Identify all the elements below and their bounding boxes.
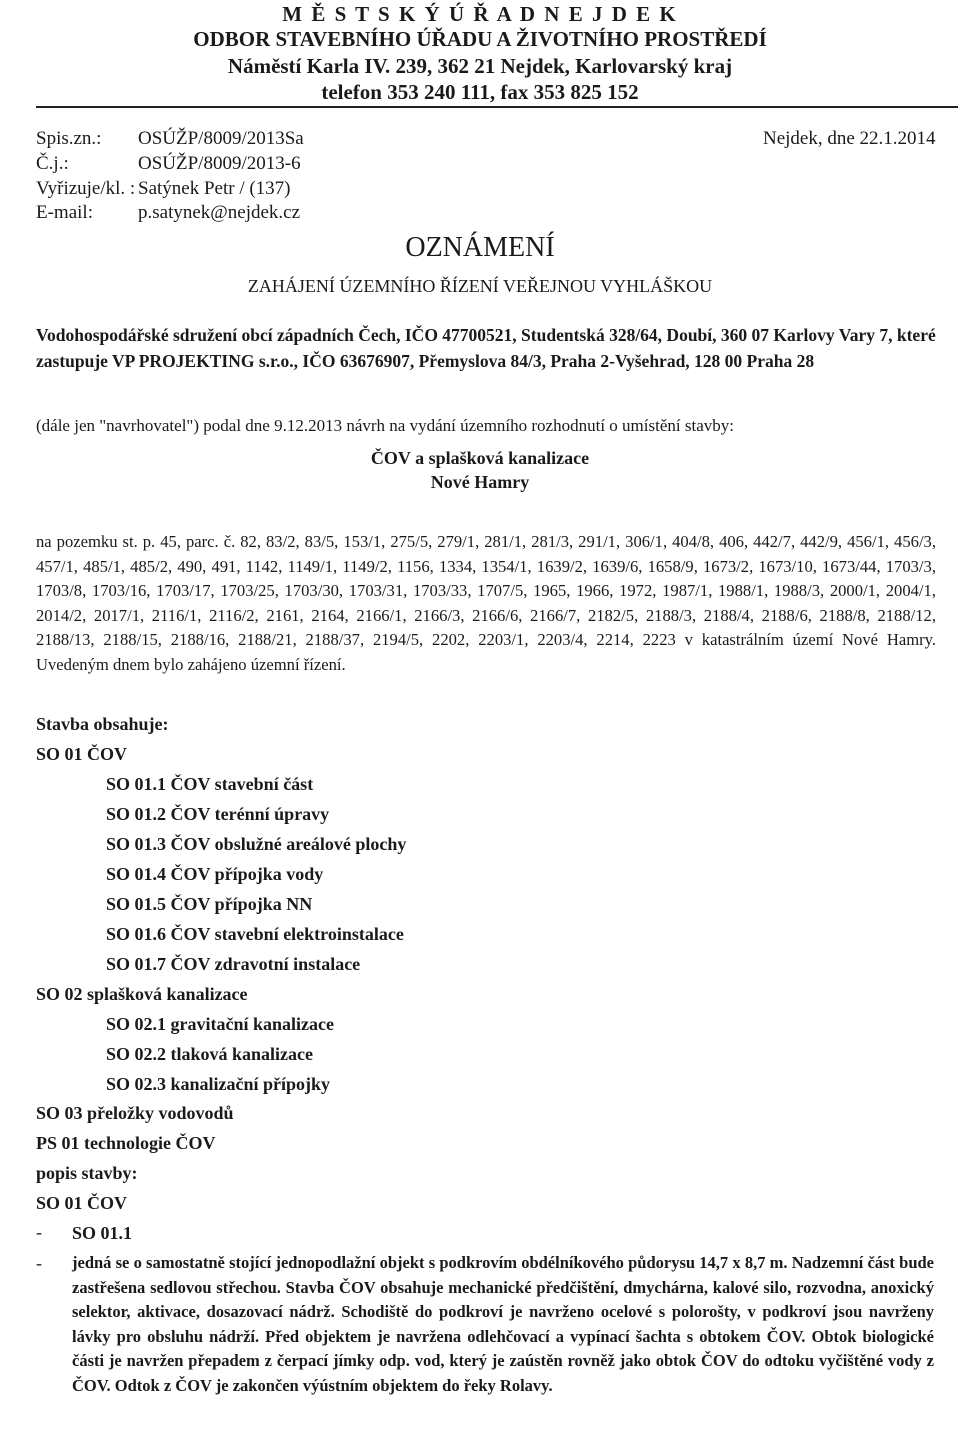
- so01-item: SO 01.5 ČOV přípojka NN: [106, 894, 313, 914]
- ps01-heading: PS 01 technologie ČOV: [36, 1133, 216, 1153]
- office-contact: telefon 353 240 111, fax 353 825 152: [321, 80, 639, 104]
- so02-item: SO 02.1 gravitační kanalizace: [106, 1014, 334, 1034]
- so01-heading: SO 01 ČOV: [36, 744, 128, 764]
- header-divider: [36, 106, 958, 108]
- so01-item: SO 01.4 ČOV přípojka vody: [106, 864, 324, 884]
- meta-vyrizuje-value: Satýnek Petr / (137): [138, 178, 291, 199]
- meta-cj-value: OSÚŽP/8009/2013-6: [138, 153, 301, 174]
- description-so011: SO 01.1: [72, 1223, 133, 1243]
- meta-cj: [36, 152, 301, 176]
- meta-spis: [36, 127, 304, 151]
- so01-item: SO 01.2 ČOV terénní úpravy: [106, 804, 330, 824]
- meta-vyrizuje-label: Vyřizuje/kl. :: [36, 178, 136, 199]
- meta-email-value[interactable]: p.satynek@nejdek.cz: [138, 202, 301, 223]
- description-so01: SO 01 ČOV: [36, 1193, 128, 1213]
- document-subtitle: ZAHÁJENÍ ÚZEMNÍHO ŘÍZENÍ VEŘEJNOU VYHLÁŠKOU: [247, 276, 713, 296]
- meta-cj-label: Č.j.:: [36, 153, 69, 174]
- contents-heading: Stavba obsahuje:: [36, 714, 169, 734]
- project-place: Nové Hamry: [430, 472, 530, 492]
- department-name: ODBOR STAVEBNÍHO ÚŘADU A ŽIVOTNÍHO PROSTŘEDÍ: [193, 27, 767, 51]
- so02-item: SO 02.2 tlaková kanalizace: [106, 1044, 314, 1064]
- submission-text: (dále jen "navrhovatel") podal dne 9.12.2013 návrh na vydání územního rozhodnutí o umístění stavby:: [36, 416, 734, 435]
- office-address: Náměstí Karla IV. 239, 362 21 Nejdek, Karlovarský kraj: [227, 54, 733, 78]
- list-dash: -: [36, 1253, 42, 1273]
- description-text: jedná se o samostatně stojící jednopodlažní objekt s podkrovím obdélníkového půdorysu 14,7 x 8,7 m. Nadzemní část bude zastřešena sedlovou střechou. Stavba ČOV obsahuje mechanické předčištění, dmychárna, kalové silo, rozvodna, anoxický selektor, aktivace, dosazovací nádrž. Schodiště do podkroví je navrženo ocelové s polorošty, v podkroví jsou navrženy lávky pro obsluhu nádrží. Před objektem je navržena odlehčovací a vypínací šachta s obtokem ČOV. Obtok biologické části je navržen přepadem z čerpací jímky odp. vod, který je zaústěn rovněž jako obtok ČOV do odtoku vyčištěné vody z ČOV. Odtok z ČOV je zakončen výústním objektem do řeky Rolavy.: [72, 1253, 934, 1395]
- so01-item: SO 01.7 ČOV zdravotní instalace: [106, 954, 361, 974]
- so01-item: SO 01.6 ČOV stavební elektroinstalace: [106, 924, 404, 944]
- so03-heading: SO 03 přeložky vodovodů: [36, 1103, 234, 1123]
- place-date: Nejdek, dne 22.1.2014: [763, 128, 936, 149]
- parcels-paragraph: na pozemku st. p. 45, parc. č. 82, 83/2, 83/5, 153/1, 275/5, 279/1, 281/1, 281/3, 291/1, 306/1, 404/8, 406, 442/7, 442/9, 456/1, 456/3, 457/1, 485/1, 485/2, 490, 491, 1142, 1149/1, 1149/2, 1156, 1334, 1354/1, 1639/2, 1639/6, 1658/9, 1673/2, 1673/10, 1673/44, 1703/3, 1703/8, 1703/16, 1703/17, 1703/25, 1703/30, 1703/31, 1703/33, 1707/5, 1965, 1966, 1972, 1987/1, 1988/1, 1988/3, 2000/1, 2004/1, 2014/2, 2017/1, 2116/1, 2116/2, 2161, 2164, 2166/1, 2166/3, 2166/6, 2166/7, 2182/5, 2188/3, 2188/4, 2188/6, 2188/8, 2188/12, 2188/13, 2188/15, 2188/16, 2188/21, 2188/37, 2194/5, 2202, 2203/1, 2203/4, 2214, 2223 v katastrálním území Nové Hamry. Uvedeným dnem bylo zahájeno územní řízení.: [36, 532, 936, 674]
- project-name: ČOV a splašková kanalizace: [370, 448, 590, 468]
- meta-vyrizuje: [36, 177, 291, 201]
- meta-spis-label: Spis.zn.:: [36, 128, 102, 149]
- so02-item: SO 02.3 kanalizační přípojky: [106, 1074, 331, 1094]
- meta-email: [36, 201, 300, 225]
- office-name: M Ě S T S K Ý Ú Ř A D N E J D E K: [282, 2, 678, 26]
- applicant-paragraph: Vodohospodářské sdružení obcí západních Čech, IČO 47700521, Studentská 328/64, Doubí, 360 07 Karlovy Vary 7, které zastupuje VP PROJEKTING s.r.o., IČO 63676907, Přemyslova 84/3, Praha 2-Vyšehrad, 128 00 Praha 28: [36, 325, 936, 371]
- meta-email-label: E-mail:: [36, 202, 93, 223]
- description-heading: popis stavby:: [36, 1163, 138, 1183]
- document-title: OZNÁMENÍ: [405, 232, 555, 263]
- meta-spis-value: OSÚŽP/8009/2013Sa: [138, 128, 304, 149]
- so01-item: SO 01.1 ČOV stavební část: [106, 774, 314, 794]
- so02-heading: SO 02 splašková kanalizace: [36, 984, 248, 1004]
- so01-item: SO 01.3 ČOV obslužné areálové plochy: [106, 834, 407, 854]
- list-dash: -: [36, 1222, 42, 1242]
